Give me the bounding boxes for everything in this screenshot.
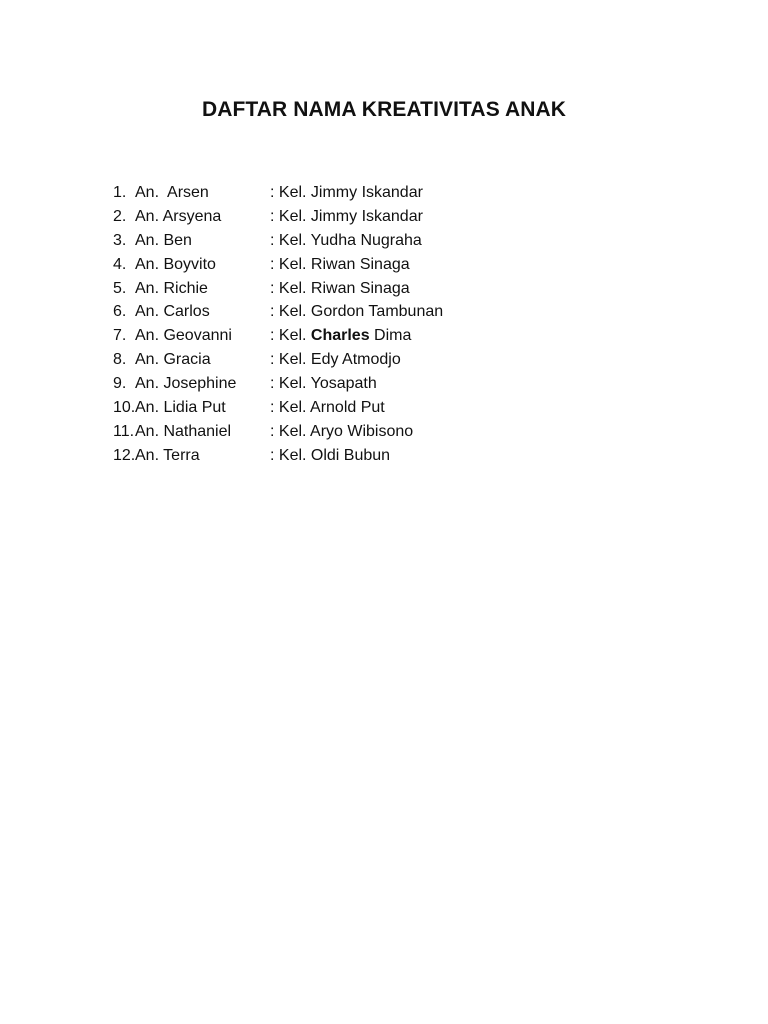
list-item bbox=[113, 205, 673, 229]
family-name bbox=[270, 348, 673, 372]
family-name bbox=[270, 396, 673, 420]
item-number: 10. bbox=[113, 399, 136, 417]
family-text: Kel. Riwan Sinaga bbox=[278, 279, 410, 297]
separator: : bbox=[270, 327, 279, 345]
list-item bbox=[113, 372, 673, 396]
separator: : bbox=[270, 375, 279, 393]
item-number: 8. bbox=[113, 351, 127, 369]
list-item bbox=[113, 229, 673, 253]
separator: : bbox=[270, 255, 279, 273]
list-item bbox=[113, 253, 673, 277]
family-text: Kel. Arnold Put bbox=[278, 399, 385, 417]
list-item bbox=[113, 420, 673, 444]
list-item bbox=[113, 181, 673, 205]
item-number: 5. bbox=[113, 279, 127, 297]
list-item bbox=[113, 444, 673, 468]
page-title: DAFTAR NAMA KREATIVITAS ANAK bbox=[201, 98, 567, 121]
family-name bbox=[270, 253, 673, 277]
family-text: Kel. Edy Atmodjo bbox=[278, 351, 401, 369]
family-text: Kel. Jimmy Iskandar bbox=[278, 207, 423, 225]
separator: : bbox=[270, 231, 279, 249]
child-name: An. Josephine bbox=[135, 375, 237, 393]
item-number: 1. bbox=[113, 184, 127, 201]
family-name bbox=[270, 205, 673, 229]
child-name: An. Ben bbox=[135, 231, 192, 249]
item-number: 12. bbox=[113, 446, 136, 464]
item-number: 6. bbox=[113, 303, 127, 321]
child-name: An. Lidia Put bbox=[135, 399, 226, 417]
family-name bbox=[270, 372, 673, 396]
item-number: 9. bbox=[113, 375, 127, 393]
family-text: Kel. Riwan Sinaga bbox=[278, 255, 410, 273]
item-number: 3. bbox=[113, 231, 127, 249]
family-text: Kel. Jimmy Iskandar bbox=[278, 184, 423, 201]
family-name bbox=[270, 181, 673, 205]
family-suffix: Dima bbox=[369, 327, 412, 345]
family-name bbox=[270, 277, 673, 301]
separator: : bbox=[270, 399, 279, 417]
child-name: An. Arsen bbox=[135, 184, 209, 201]
family-text: Kel. Aryo Wibisono bbox=[278, 422, 414, 440]
family-text: Kel. Yudha Nugraha bbox=[278, 231, 422, 249]
child-name: An. Carlos bbox=[135, 303, 210, 321]
separator: : bbox=[270, 351, 279, 369]
list-item bbox=[113, 348, 673, 372]
family-text: Kel. Oldi Bubun bbox=[278, 446, 391, 464]
item-number: 2. bbox=[113, 207, 127, 225]
separator: : bbox=[270, 303, 279, 321]
family-name bbox=[270, 300, 673, 324]
child-name: An. Arsyena bbox=[135, 207, 222, 225]
child-name: An. Nathaniel bbox=[135, 422, 232, 440]
family-name bbox=[270, 229, 673, 253]
child-name: An. Terra bbox=[135, 446, 200, 464]
bold-name: Charles bbox=[310, 327, 370, 345]
list-item bbox=[113, 277, 673, 301]
separator: : bbox=[270, 279, 279, 297]
item-number: 4. bbox=[113, 255, 127, 273]
name-list bbox=[113, 181, 673, 468]
family-name bbox=[270, 444, 673, 468]
family-name bbox=[270, 324, 673, 348]
list-item bbox=[113, 324, 673, 348]
separator: : bbox=[270, 184, 279, 201]
list-item bbox=[113, 300, 673, 324]
child-name: An. Boyvito bbox=[135, 255, 216, 273]
child-name: An. Richie bbox=[135, 279, 208, 297]
child-name: An. Gracia bbox=[135, 351, 211, 369]
family-text: Kel. Gordon Tambunan bbox=[278, 303, 444, 321]
family-text: Kel. bbox=[278, 327, 311, 345]
separator: : bbox=[270, 422, 279, 440]
separator: : bbox=[270, 207, 279, 225]
family-text: Kel. Yosapath bbox=[278, 375, 377, 393]
item-number: 11. bbox=[113, 422, 135, 440]
family-name bbox=[270, 420, 673, 444]
item-number: 7. bbox=[113, 327, 127, 345]
separator: : bbox=[270, 446, 279, 464]
child-name: An. Geovanni bbox=[135, 327, 232, 345]
list-item bbox=[113, 396, 673, 420]
